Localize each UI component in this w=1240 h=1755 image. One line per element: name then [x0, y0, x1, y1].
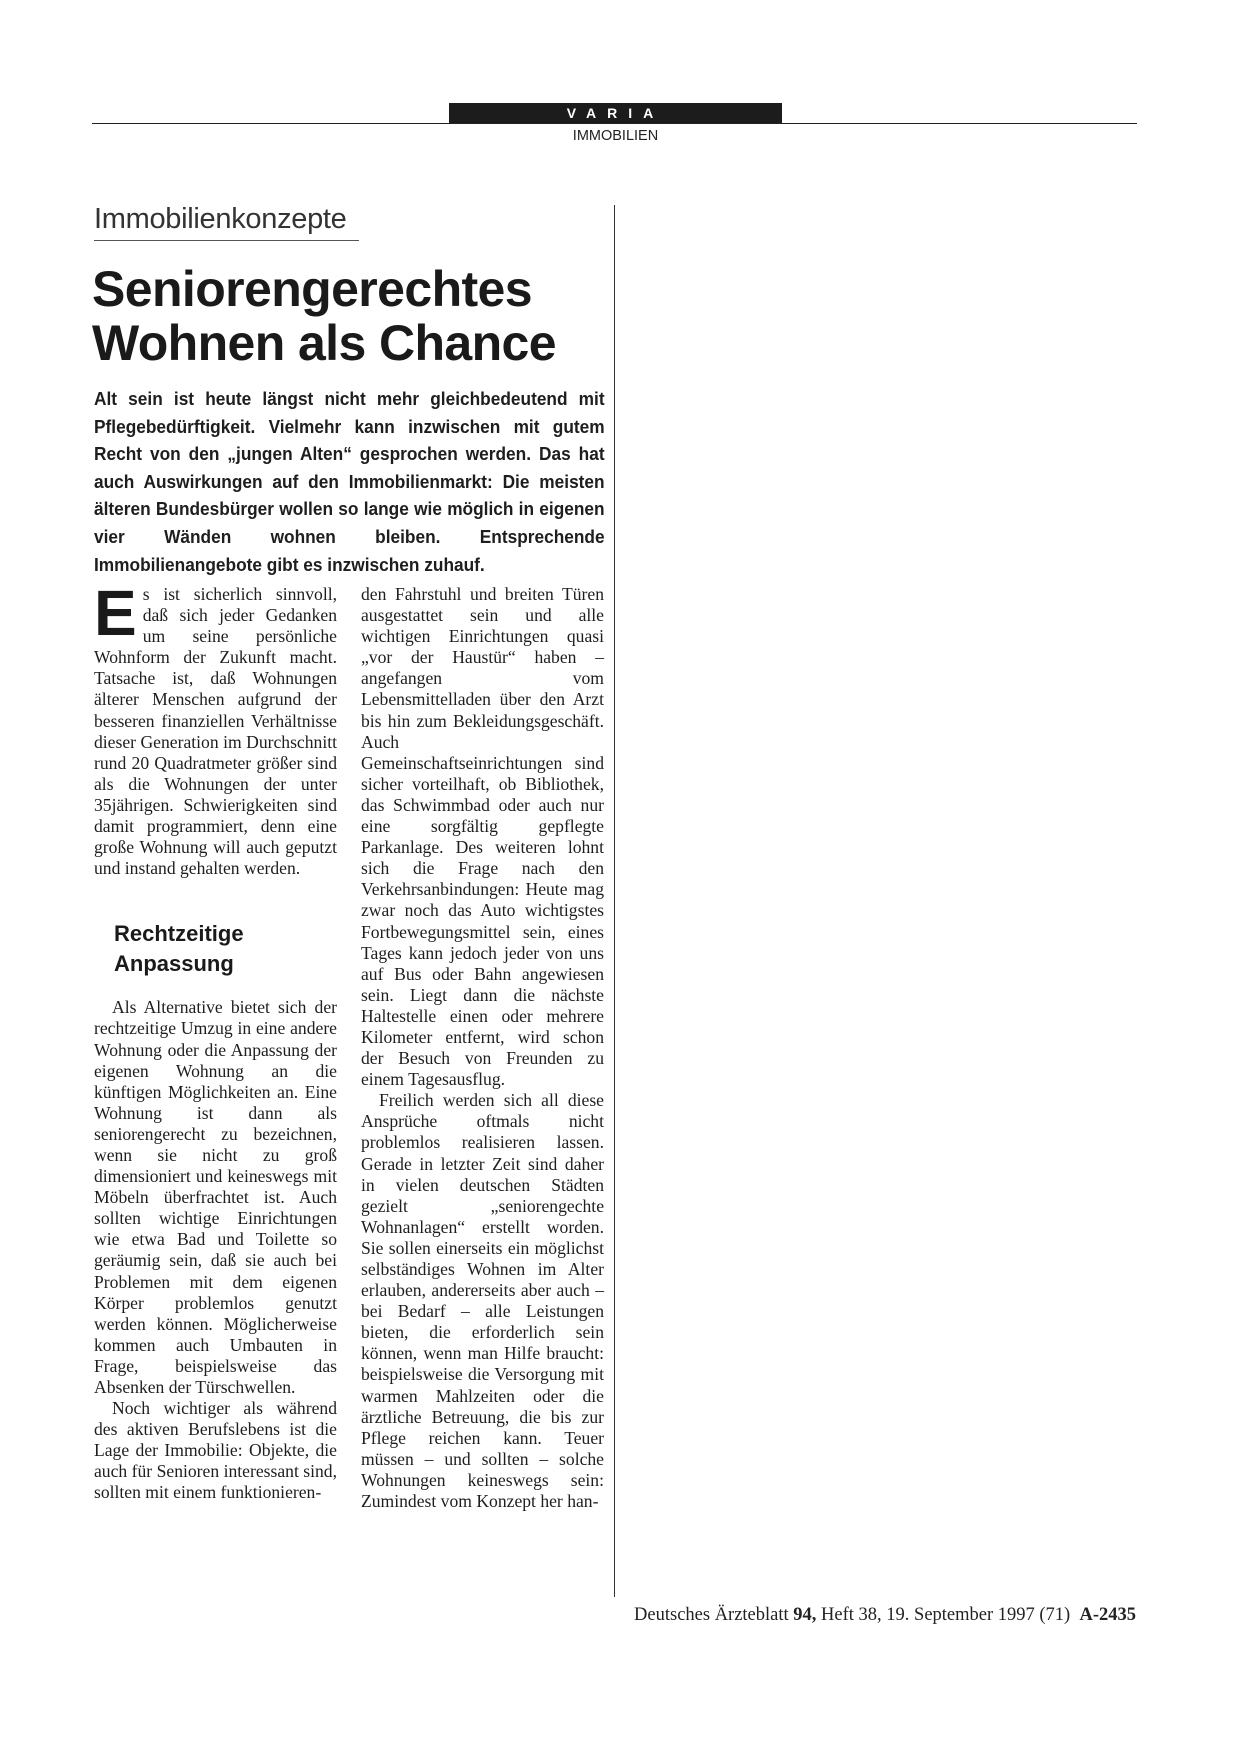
body-column-right: [361, 584, 604, 1512]
subsection-label: IMMOBILIEN: [572, 128, 659, 144]
body-paragraph-2: Als Alternative bietet sich der rechtzeitige Umzug in eine andere Wohnung oder die Anpassung der eigenen Wohnung an die künftigen Möglichkeiten an. Eine Wohnung ist dann als seniorengerecht zu bezeichnen, wenn sie nicht zu groß dimensioniert und keineswegs mit Möbeln überfrachtet ist. Auch sollten wichtige Einrichtungen wie etwa Bad und Toilette so geräumig sein, daß sie auch bei Problemen mit dem eigenen Körper problemlos genutzt werden können. Möglicherweise kommen auch Umbauten in Frage, beispielsweise das Absenken der Türschwellen.: [94, 997, 337, 1397]
article-kicker: Immobilienkonzepte: [94, 203, 347, 235]
body-paragraph-3: Noch wichtiger als während des aktiven Berufslebens ist die Lage der Immobilie: Objekte, die auch für Senioren interessant sind, sollten mit einem funktionieren-: [94, 1398, 337, 1503]
issue-info: Heft 38, 19. September 1997 (71): [821, 1605, 1071, 1625]
drop-cap: E: [94, 577, 137, 649]
page-number: A-2435: [1079, 1605, 1136, 1625]
column-divider: [614, 205, 615, 1597]
body-paragraph-1: [94, 577, 337, 879]
body-paragraph-1-text: s ist sicherlich sinnvoll, daß sich jeder Gedanken um seine persönliche Wohnform der Zukunft macht. Tatsache ist, daß Wohnungen älterer Menschen aufgrund der besseren finanziellen Verhältnisse dieser Generation im Durchschnitt rund 20 Quadratmeter größer sind als die Wohnungen der unter 35jährigen. Schwierigkeiten sind damit programmiert, denn eine große Wohnung will auch geputzt und instand gehalten werden.: [94, 584, 337, 879]
article-headline: [92, 262, 612, 370]
kicker-underline: [94, 240, 359, 241]
body-column-left: [94, 577, 337, 1504]
subheading-line-1: Rechtzeitige: [114, 921, 244, 947]
article-lead: Alt sein ist heute längst nicht mehr gleichbedeutend mit Pflegebedürftigkeit. Vielmehr kann inzwischen mit gutem Recht von den „jungen Alten“ gesprochen werden. Das hat auch Auswirkungen auf den Immobilienmarkt: Die meisten älteren Bundesbürger wollen so lange wie möglich in eigenen vier Wänden wohnen bleiben. Entsprechende Immobilienangebote gibt es inzwischen zuhauf.: [94, 388, 605, 575]
subheading-line-2: Anpassung: [114, 951, 234, 977]
page-footer: [634, 1605, 1136, 1626]
body-paragraph-3-continued: den Fahrstuhl und breiten Türen ausgestattet sein und alle wichtigen Einrichtungen quasi „vor der Haustür“ haben – angefangen vom Lebensmittelladen über den Arzt bis hin zum Bekleidungsgeschäft. Auch Gemeinschaftseinrichtungen sind sicher vorteilhaft, ob Bibliothek, das Schwimmbad oder auch nur eine sorgfältig gepflegte Parkanlage. Des weiteren lohnt sich die Frage nach den Verkehrsanbindungen: Heute mag zwar noch das Auto wichtigstes Fortbewegungsmittel sein, eines Tages kann jedoch jeder von uns auf Bus oder Bahn angewiesen sein. Liegt dann die nächste Haltestelle einen oder mehrere Kilometer entfernt, wird schon der Besuch von Freunden zu einem Tagesausflug.: [361, 584, 604, 1090]
section-label: VARIA: [449, 103, 782, 123]
headline-line-2: Wohnen als Chance: [92, 315, 556, 371]
volume-number: 94,: [793, 1605, 817, 1625]
headline-line-1: Seniorengerechtes: [92, 261, 532, 317]
header-rule: [92, 123, 1137, 124]
journal-name: Deutsches Ärzteblatt: [634, 1605, 789, 1625]
body-paragraph-4: Freilich werden sich all diese Ansprüche oftmals nicht problemlos realisieren lassen. Gerade in letzter Zeit sind daher in vielen deutschen Städten gezielt „seniorengechte Wohnanlagen“ erstellt worden. Sie sollen einerseits ein möglichst selbständiges Wohnen im Alter erlauben, andererseits aber auch – bei Bedarf – alle Leistungen bieten, die erforderlich sein können, wenn man Hilfe braucht: beispielsweise die Versorgung mit warmen Mahlzeiten oder die ärztliche Betreuung, die bis zur Pflege reichen kann. Teuer müssen – und sollten – solche Wohnungen keineswegs sein: Zumindest vom Konzept her han-: [361, 1090, 604, 1512]
subheading: [114, 919, 337, 979]
